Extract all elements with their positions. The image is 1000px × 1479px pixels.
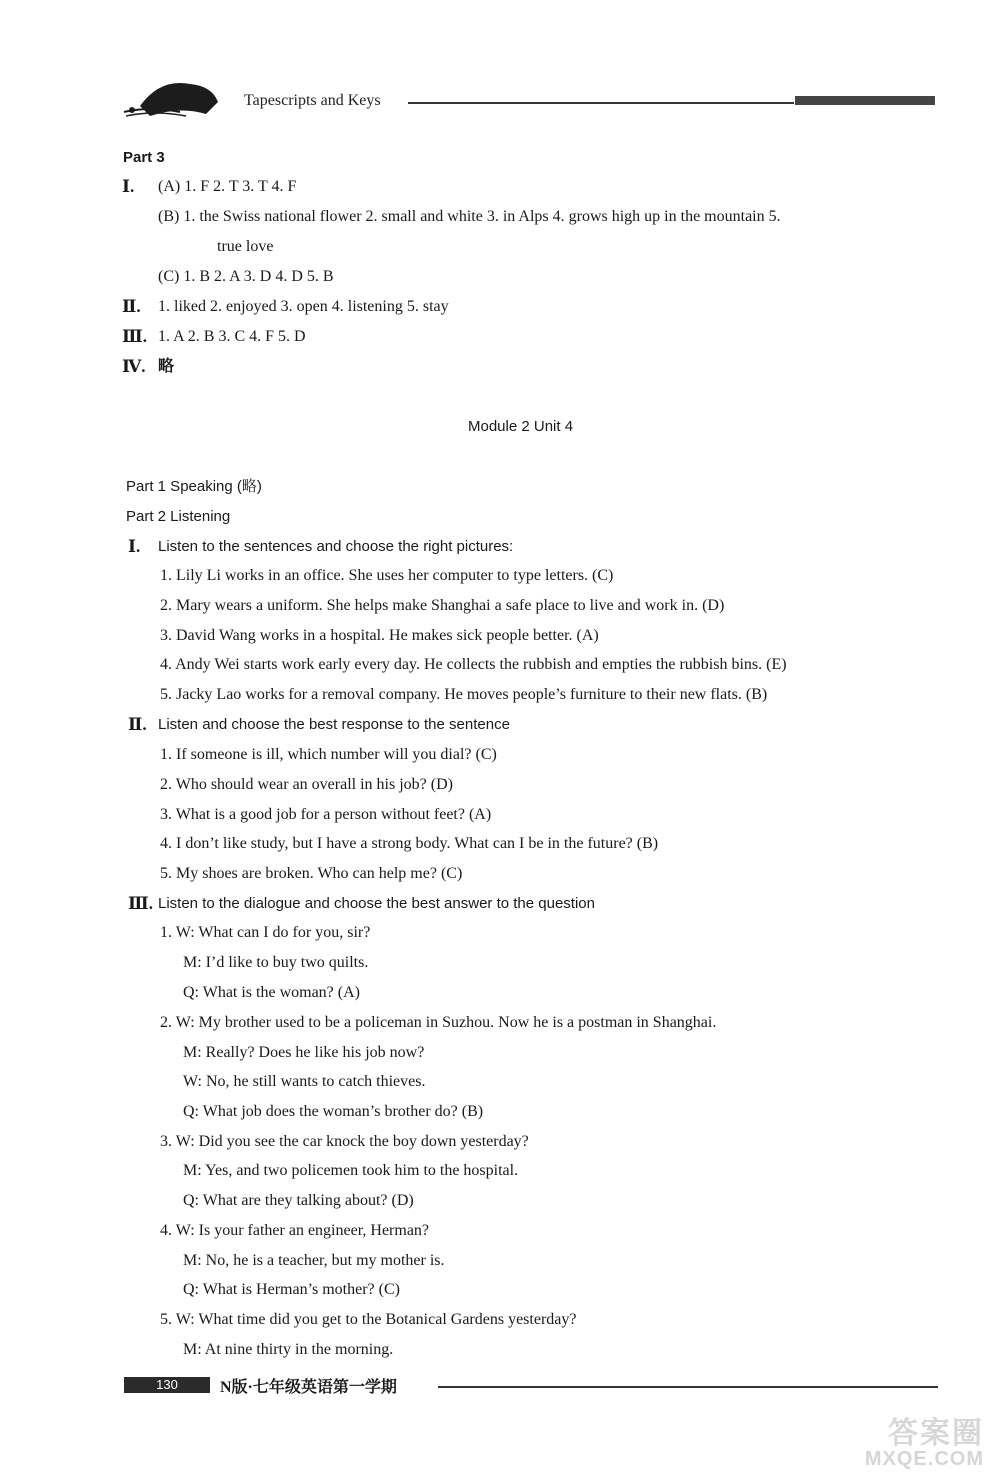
section1-number: Ⅰ. <box>128 537 141 556</box>
part3-I-B-answers: (B) 1. the Swiss national flower 2. small and white 3. in Alps 4. grows high up in the mountain 5. <box>158 208 781 225</box>
part3-I-A-answers: (A) 1. F 2. T 3. T 4. F <box>158 178 297 195</box>
dialogue-line: M: I’d like to buy two quilts. <box>183 954 369 971</box>
footer-rule <box>438 1386 938 1388</box>
section3-number: Ⅲ. <box>128 894 153 913</box>
section2-number: Ⅱ. <box>128 715 147 734</box>
dialogue-line: Q: What job does the woman’s brother do? (B) <box>183 1103 484 1120</box>
part2-heading: Part 2 Listening <box>126 508 231 525</box>
part3-heading: Part 3 <box>123 149 165 166</box>
dialogue-line: 1. W: What can I do for you, sir? <box>160 924 371 941</box>
part3-section-IV-number: Ⅳ. <box>122 357 146 376</box>
section2-item: 1. If someone is ill, which number will you dial? (C) <box>160 746 497 763</box>
section1-title: Listen to the sentences and choose the right pictures: <box>158 538 514 555</box>
part3-II-answers: 1. liked 2. enjoyed 3. open 4. listening 5. stay <box>158 298 449 315</box>
part1-heading: Part 1 Speaking (略) <box>126 478 262 495</box>
page-number: 130 <box>124 1377 210 1393</box>
dialogue-line: W: No, he still wants to catch thieves. <box>183 1073 426 1090</box>
dialogue-line: M: Really? Does he like his job now? <box>183 1044 425 1061</box>
watermark-top-text: 答案圈 <box>888 1417 984 1450</box>
section2-item: 3. What is a good job for a person without feet? (A) <box>160 806 492 823</box>
dialogue-line: 3. W: Did you see the car knock the boy down yesterday? <box>160 1133 529 1150</box>
dialogue-line: M: No, he is a teacher, but my mother is. <box>183 1252 445 1269</box>
section2-item: 2. Who should wear an overall in his job? (D) <box>160 776 453 793</box>
dialogue-line: Q: What is the woman? (A) <box>183 984 360 1001</box>
header-decorative-bar <box>795 96 935 105</box>
footer-book-title: N版·七年级英语第一学期 <box>220 1379 397 1396</box>
section1-item: 3. David Wang works in a hospital. He makes sick people better. (A) <box>160 627 599 644</box>
book-logo-icon <box>120 76 220 120</box>
watermark-logo <box>820 1408 990 1474</box>
header-title: Tapescripts and Keys <box>244 92 381 109</box>
part3-IV-answer: 略 <box>158 358 175 375</box>
page-footer <box>120 1373 940 1397</box>
dialogue-line: Q: What are they talking about? (D) <box>183 1192 414 1209</box>
section1-item: 5. Jacky Lao works for a removal company. He moves people’s furniture to their new flats. (B) <box>160 686 768 703</box>
part3-section-II-number: Ⅱ. <box>122 297 141 316</box>
part3-section-III-number: Ⅲ. <box>122 327 147 346</box>
dialogue-line: 4. W: Is your father an engineer, Herman? <box>160 1222 430 1239</box>
module-title: Module 2 Unit 4 <box>468 418 574 435</box>
section1-item: 4. Andy Wei starts work early every day. He collects the rubbish and empties the rubbish bins. (E) <box>160 656 787 673</box>
section2-title: Listen and choose the best response to the sentence <box>158 716 510 733</box>
section1-item: 1. Lily Li works in an office. She uses her computer to type letters. (C) <box>160 567 614 584</box>
watermark-bottom-text: MXQE.COM <box>864 1448 984 1470</box>
dialogue-line: 2. W: My brother used to be a policeman in Suzhou. Now he is a postman in Shanghai. <box>160 1014 717 1031</box>
section2-item: 5. My shoes are broken. Who can help me? (C) <box>160 865 463 882</box>
part3-I-C-answers: (C) 1. B 2. A 3. D 4. D 5. B <box>158 268 334 285</box>
dialogue-line: M: At nine thirty in the morning. <box>183 1341 394 1358</box>
part3-section-I-number: Ⅰ. <box>122 177 135 196</box>
section3-title: Listen to the dialogue and choose the best answer to the question <box>158 895 595 912</box>
dialogue-line: 5. W: What time did you get to the Botanical Gardens yesterday? <box>160 1311 577 1328</box>
header-rule <box>408 102 794 104</box>
section1-item: 2. Mary wears a uniform. She helps make Shanghai a safe place to live and work in. (D) <box>160 597 725 614</box>
dialogue-line: M: Yes, and two policemen took him to the hospital. <box>183 1162 519 1179</box>
section2-item: 4. I don’t like study, but I have a strong body. What can I be in the future? (B) <box>160 835 659 852</box>
page-header <box>120 72 940 122</box>
part3-III-answers: 1. A 2. B 3. C 4. F 5. D <box>158 328 306 345</box>
part3-I-B-answers-cont: true love <box>217 238 274 255</box>
dialogue-line: Q: What is Herman’s mother? (C) <box>183 1281 400 1298</box>
